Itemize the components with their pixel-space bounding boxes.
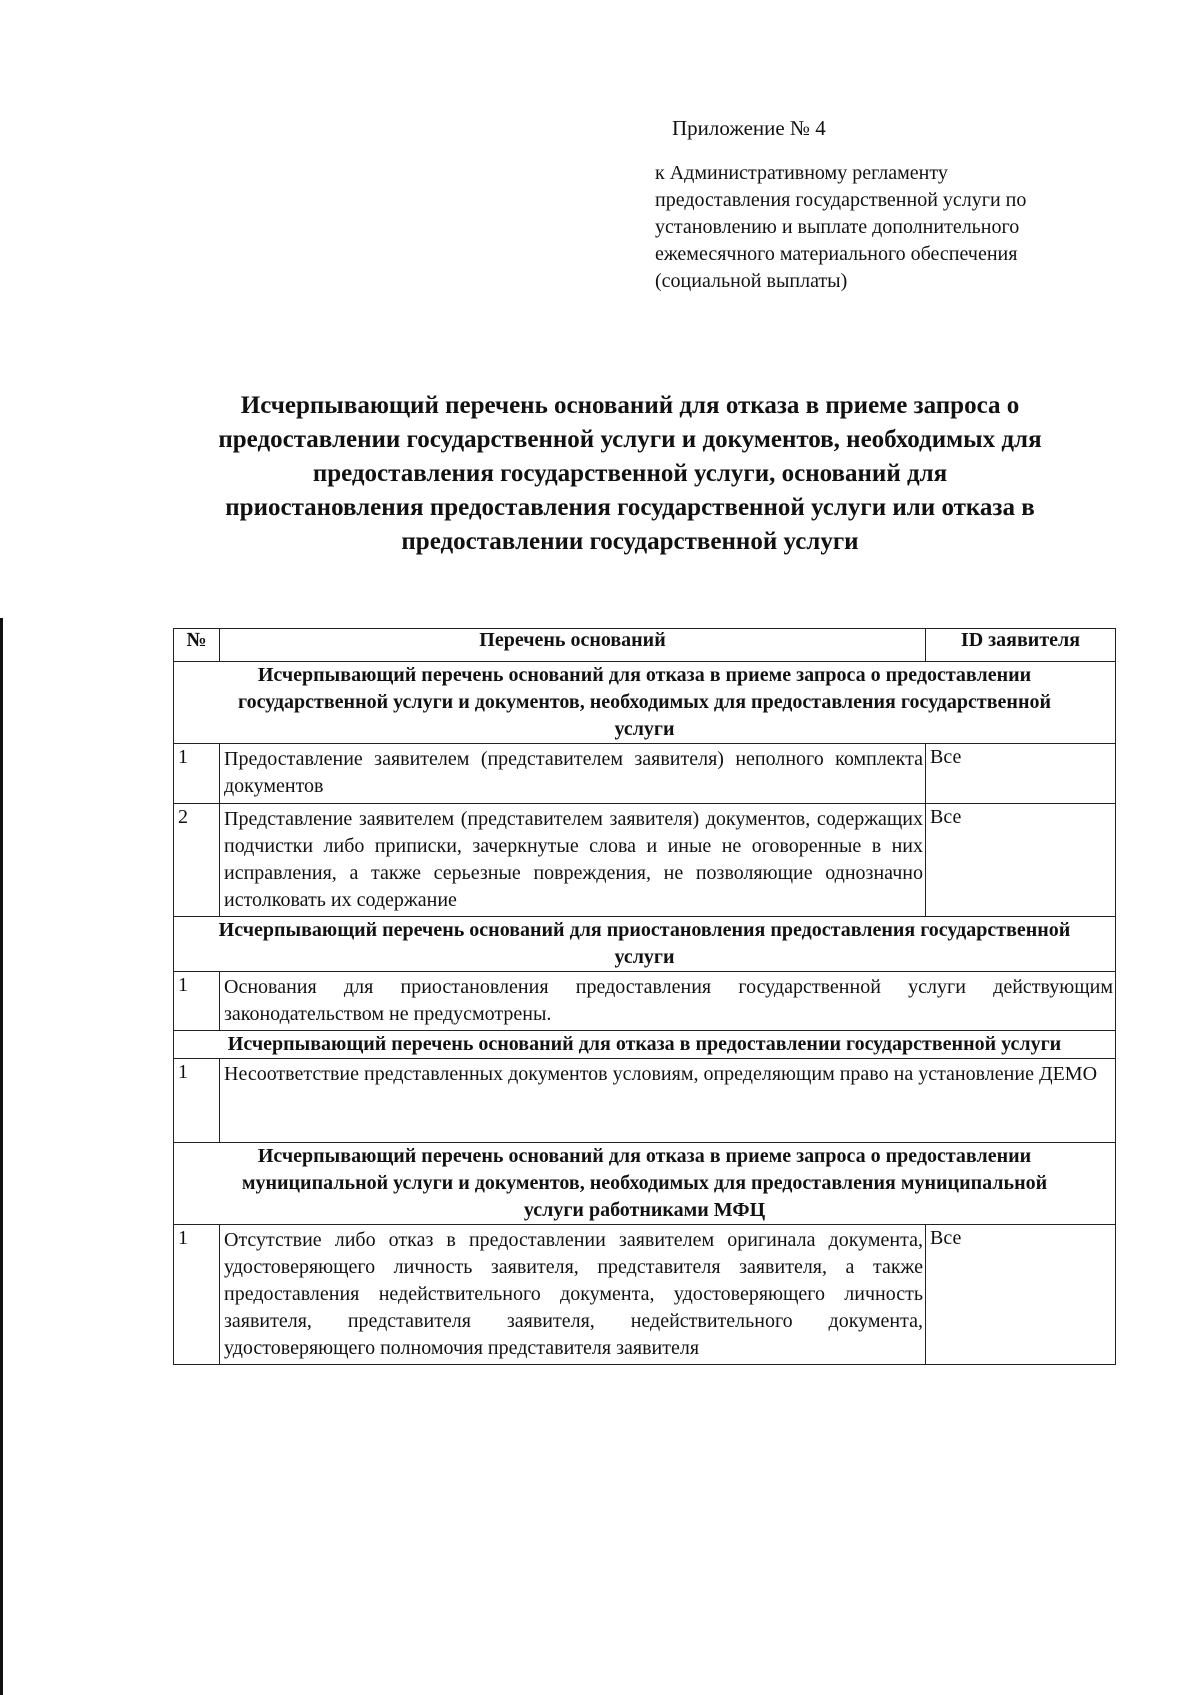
row-number: 1 [174,972,220,1031]
row-applicant: Все [926,804,1116,917]
table-row [174,804,1116,917]
annex-subtitle [655,160,1125,295]
row-number: 2 [174,804,220,917]
title-line: приостановления предоставления государственной услуги или отказа в [225,494,1035,521]
document-title [150,389,1110,559]
table-row [174,744,1116,804]
row-applicant: Все [926,1225,1116,1365]
table-header-row [174,629,1116,662]
annex-line: (социальной выплаты) [655,270,848,292]
header-number: № [174,629,220,662]
section-header-row [174,917,1116,972]
annex-line: ежемесячного материального обеспечения [655,243,1018,265]
row-number: 1 [174,1225,220,1365]
annex-line: предоставления государственной услуги по [655,189,1027,211]
section-header-row [174,1031,1116,1059]
row-text: Отсутствие либо отказ в предоставлении заявителем оригинала документа, удостоверяющего личность заявителя, представителя заявителя, а также предоставления недействительного документа, удостоверяющего личность заявителя, представителя заявителя, недействительного документа, удостоверяющего полномочия представителя заявителя [220,1225,926,1365]
grounds-table [173,628,1116,1365]
header-grounds: Перечень оснований [220,629,926,662]
title-line: предоставления государственной услуги, оснований для [312,460,948,487]
section-title: Исчерпывающий перечень оснований для приостановления предоставления государственной услуги [174,917,1116,972]
title-line: Исчерпывающий перечень оснований для отказа в приеме запроса о [240,392,1020,419]
title-line: предоставлении государственной услуги и документов, необходимых для [218,426,1042,453]
row-number: 1 [174,744,220,804]
section-title: Исчерпывающий перечень оснований для отказа в приеме запроса о предоставлении государственной услуги и документов, необходимых для предоставления государственной услуги [174,662,1116,744]
title-line: предоставлении государственной услуги [401,528,859,555]
table-row [174,972,1116,1031]
row-number: 1 [174,1059,220,1143]
header-applicant-id: ID заявителя [926,629,1116,662]
annex-line: установлению и выплате дополнительного [655,216,1020,238]
section-title: Исчерпывающий перечень оснований для отказа в приеме запроса о предоставлении муниципальной услуги и документов, необходимых для предоставления муниципальной услуги работниками МФЦ [174,1143,1116,1225]
table-row [174,1059,1116,1143]
table-row [174,1225,1116,1365]
row-text: Несоответствие представленных документов условиям, определяющим право на установление ДЕМО [220,1059,1116,1143]
section-header-row [174,662,1116,744]
row-applicant: Все [926,744,1116,804]
row-text: Предоставление заявителем (представителем заявителя) неполного комплекта документов [220,744,926,804]
section-title: Исчерпывающий перечень оснований для отказа в предоставлении государственной услуги [174,1031,1116,1059]
row-text: Основания для приостановления предоставления государственной услуги действующим законодательством не предусмотрены. [220,972,1116,1031]
scan-margin-line [0,618,3,1695]
section-header-row [174,1143,1116,1225]
annex-title: Приложение № 4 [672,116,826,140]
annex-line: к Административному регламенту [655,162,948,184]
row-text: Представление заявителем (представителем заявителя) документов, содержащих подчистки либо приписки, зачеркнутые слова и иные не оговоренные в них исправления, а также серьезные повреждения, не позволяющие однозначно истолковать их содержание [220,804,926,917]
